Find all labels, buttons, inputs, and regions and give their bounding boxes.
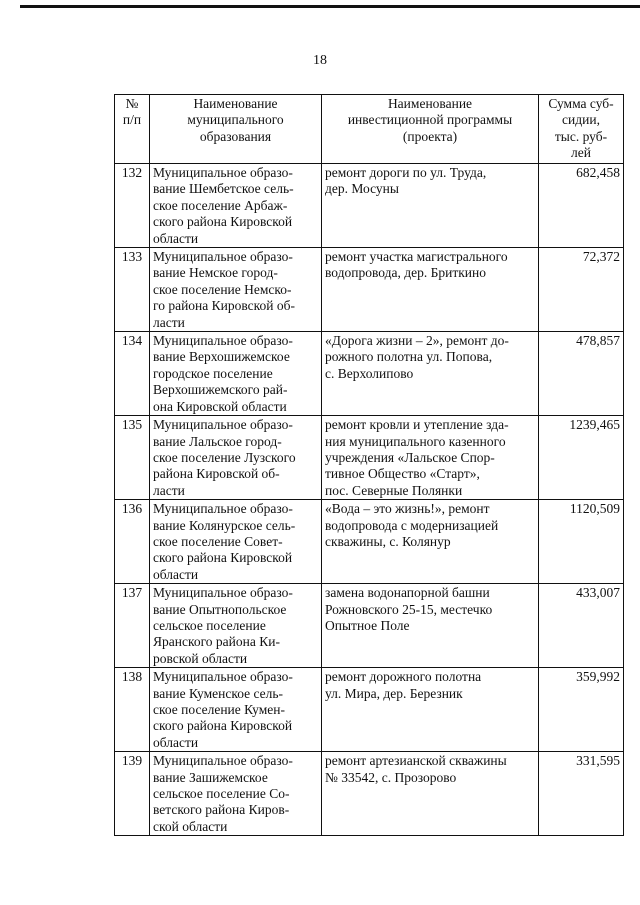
program-name	[322, 668, 539, 752]
cell-line: она Кировской области	[153, 398, 287, 414]
cell-line: области	[153, 734, 199, 750]
cell-line: ласти	[153, 482, 185, 498]
cell-line: инвестиционной программы	[347, 112, 513, 128]
row-number: 138	[115, 668, 150, 752]
cell-line: Муниципальное образо-	[153, 501, 293, 517]
row-number: 137	[115, 584, 150, 668]
cell-line: п/п	[122, 112, 142, 128]
cell-line: водопровода с модернизацией	[325, 517, 499, 533]
cell-line: ское поселение Немско-	[153, 281, 292, 297]
cell-line: ское поселение Лузского	[153, 449, 296, 465]
cell-line: района Кировской об-	[153, 466, 280, 482]
page-number: 18	[313, 53, 327, 68]
cell-line: ское поселение Арбаж-	[153, 197, 288, 213]
cell-line: «Вода – это жизнь!», ремонт	[325, 501, 490, 517]
program-name	[322, 500, 539, 584]
subsidy-amount: 72,372	[539, 248, 624, 332]
cell-line: скважины, с. Колянур	[325, 533, 451, 549]
cell-line: «Дорога жизни – 2», ремонт до-	[325, 333, 509, 349]
municipality-name	[150, 500, 322, 584]
cell-line: ское поселение Кумен-	[153, 702, 285, 717]
cell-line: с. Верхолипово	[325, 365, 414, 381]
table-row	[115, 416, 624, 500]
cell-line: го района Кировской об-	[153, 298, 295, 314]
header-number	[115, 95, 150, 164]
program-name	[322, 248, 539, 332]
cell-line: образования	[199, 128, 272, 144]
cell-line: ское поселение Совет-	[153, 533, 283, 549]
table-row	[115, 584, 624, 668]
cell-line: муниципального	[187, 112, 284, 128]
program-name	[322, 332, 539, 416]
cell-line: ровской области	[153, 650, 248, 666]
cell-line: ского района Кировской	[153, 718, 293, 734]
cell-line: №	[125, 96, 139, 111]
cell-line: ского района Кировской	[153, 214, 293, 230]
table-row	[115, 668, 624, 752]
cell-line: вание Немское город-	[153, 265, 278, 281]
program-name	[322, 752, 539, 836]
row-number: 134	[115, 332, 150, 416]
subsidy-amount: 478,857	[539, 332, 624, 416]
cell-line: Муниципальное образо-	[153, 669, 293, 685]
row-number: 136	[115, 500, 150, 584]
subsidy-amount: 1120,509	[539, 500, 624, 584]
cell-line: учреждения «Лальское Спор-	[325, 449, 495, 465]
cell-line: ремонт участка магистрального	[325, 249, 508, 265]
subsidy-amount: 331,595	[539, 752, 624, 836]
cell-line: Муниципальное образо-	[153, 417, 293, 433]
municipality-name	[150, 332, 322, 416]
cell-line: вание Шембетское сель-	[153, 181, 294, 197]
cell-line: замена водонапорной башни	[325, 585, 490, 601]
header-row	[115, 95, 624, 164]
cell-line: Муниципальное образо-	[153, 585, 293, 601]
cell-line: Муниципальное образо-	[153, 333, 293, 349]
subsidy-amount: 1239,465	[539, 416, 624, 500]
cell-line: (проекта)	[402, 128, 458, 144]
municipality-name	[150, 668, 322, 752]
cell-line: области	[153, 230, 199, 246]
municipality-name	[150, 164, 322, 248]
cell-line: вание Верхошижемское	[153, 349, 290, 365]
cell-line: Муниципальное образо-	[153, 165, 293, 180]
cell-line: рожного полотна ул. Попова,	[325, 349, 493, 365]
subsidy-amount: 682,458	[539, 164, 624, 248]
cell-line: ветского района Киров-	[153, 802, 290, 818]
cell-line: ской области	[153, 818, 228, 834]
cell-line: тыс. руб-	[554, 128, 608, 144]
table-row	[115, 164, 624, 248]
table-row	[115, 248, 624, 332]
table-row	[115, 500, 624, 584]
table-row	[115, 332, 624, 416]
cell-line: Рожновского 25-15, местечко	[325, 601, 493, 617]
cell-line: ремонт дороги по ул. Труда,	[325, 165, 487, 180]
row-number: 133	[115, 248, 150, 332]
subsidy-amount: 433,007	[539, 584, 624, 668]
cell-line: Муниципальное образо-	[153, 249, 293, 265]
row-number: 132	[115, 164, 150, 248]
program-name	[322, 584, 539, 668]
row-number: 135	[115, 416, 150, 500]
cell-line: Яранского района Ки-	[153, 634, 280, 650]
cell-line: тивное Общество «Старт»,	[325, 466, 480, 482]
cell-line: сельское поселение	[153, 617, 266, 633]
cell-line: области	[153, 566, 199, 582]
cell-line: Опытное Поле	[325, 617, 410, 633]
program-name	[322, 416, 539, 500]
cell-line: № 33542, с. Прозорово	[325, 769, 457, 785]
header-sum	[539, 95, 624, 164]
municipality-name	[150, 248, 322, 332]
cell-line: Наименование	[193, 96, 278, 111]
cell-line: вание Куменское сель-	[153, 685, 284, 701]
cell-line: сельское поселение Со-	[153, 786, 290, 802]
cell-line: ремонт артезианской скважины	[325, 753, 507, 769]
cell-line: вание Колянурское сель-	[153, 517, 296, 533]
top-rule	[20, 5, 640, 8]
municipality-name	[150, 752, 322, 836]
municipality-name	[150, 584, 322, 668]
cell-line: Наименование	[387, 96, 473, 111]
cell-line: сидии,	[562, 112, 600, 128]
header-municipality	[150, 95, 322, 164]
municipality-name	[150, 416, 322, 500]
cell-line: водопровода, дер. Бриткино	[325, 265, 486, 281]
table-row	[115, 752, 624, 836]
row-number: 139	[115, 752, 150, 836]
header-program	[322, 95, 539, 164]
cell-line: вание Опытнопольское	[153, 601, 287, 617]
cell-line: ния муниципального казенного	[325, 433, 506, 449]
cell-line: дер. Мосуны	[325, 181, 399, 197]
subsidy-amount: 359,992	[539, 668, 624, 752]
cell-line: вание Лальское город-	[153, 433, 282, 449]
subsidy-table	[114, 94, 624, 836]
cell-line: ул. Мира, дер. Березник	[325, 685, 463, 701]
cell-line: городское поселение	[153, 365, 273, 381]
cell-line: ремонт кровли и утепление зда-	[325, 417, 509, 433]
cell-line: вание Зашижемское	[153, 769, 268, 785]
program-name	[322, 164, 539, 248]
cell-line: пос. Северные Полянки	[325, 482, 463, 498]
cell-line: лей	[571, 145, 591, 161]
cell-line: ремонт дорожного полотна	[325, 669, 482, 685]
cell-line: Сумма суб-	[548, 96, 614, 111]
cell-line: ласти	[153, 314, 185, 330]
cell-line: ского района Кировской	[153, 550, 293, 566]
cell-line: Верхошижемского рай-	[153, 382, 288, 398]
cell-line: Муниципальное образо-	[153, 753, 293, 769]
